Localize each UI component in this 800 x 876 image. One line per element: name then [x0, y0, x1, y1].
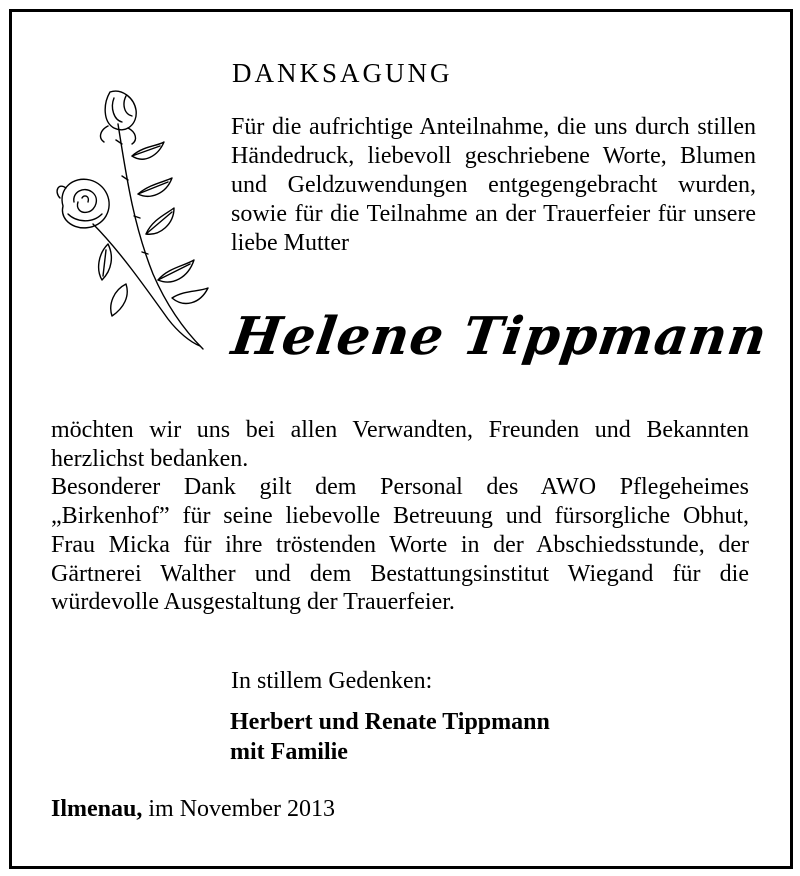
body-text — [51, 416, 749, 617]
signers-line: mit Familie — [230, 739, 348, 765]
rose-icon — [48, 84, 216, 354]
date: im November 2013 — [142, 796, 335, 822]
signers — [230, 707, 550, 767]
closing-line: In stillem Gedenken: — [231, 668, 433, 694]
place: Ilmenau, — [51, 796, 143, 822]
body-paragraph: möchten wir uns bei allen Verwandten, Freunden und Bekannten herzlichst bedanken. — [51, 417, 749, 472]
deceased-name: Helene Tippmann — [228, 306, 772, 367]
signers-line: Herbert und Renate Tippmann — [230, 709, 550, 735]
intro-text: Für die aufrichtige Anteilnahme, die uns durch stillen Händedruck, liebevoll geschriebene Worte, Blumen und Geldzuwendungen entgegengebracht wurden, sowie für die Teilnahme an der Trauerfeier für unsere liebe Mutter — [231, 114, 756, 256]
place-date — [51, 796, 335, 823]
notice-heading: DANKSAGUNG — [232, 58, 453, 88]
body-paragraph: Besonderer Dank gilt dem Personal des AWO Pflegeheimes „Birkenhof” für seine liebevolle Betreuung und fürsorgliche Obhut, Frau Micka für ihre tröstenden Worte in der Abschiedsstunde, der Gärtnerei Walther und dem Bestattungsinstitut Wiegand für die würdevolle Ausgestaltung der Trauerfeier. — [51, 474, 749, 616]
